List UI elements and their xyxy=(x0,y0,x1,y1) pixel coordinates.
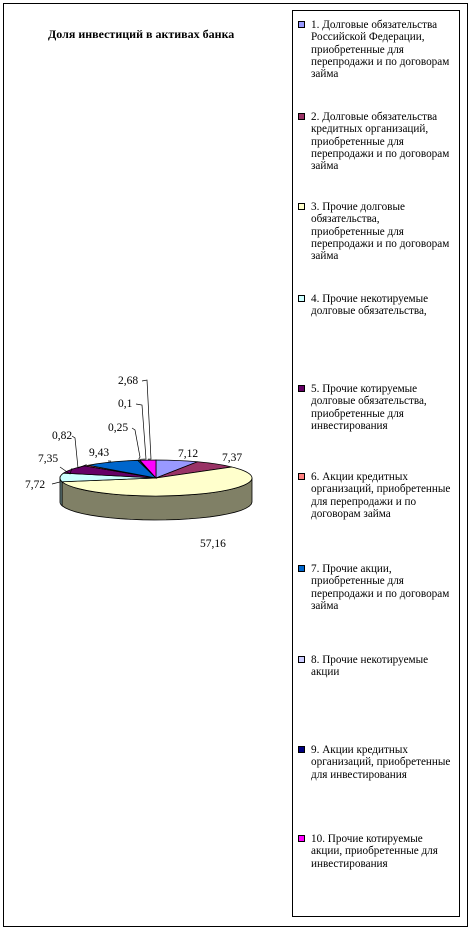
legend-label: 4. Прочие некотируемые долговые обязательства, xyxy=(311,293,429,318)
legend-item xyxy=(298,744,454,781)
data-label: 0,82 xyxy=(52,430,73,442)
legend-label: 5. Прочие котируемые долговые обязательства, приобретенные для инвестирования xyxy=(311,383,427,432)
legend-swatch xyxy=(298,113,305,120)
legend-item xyxy=(298,383,454,432)
legend-swatch xyxy=(298,565,305,572)
legend-item xyxy=(298,293,454,318)
data-label: 0,1 xyxy=(118,398,133,410)
data-label: 57,16 xyxy=(200,538,226,550)
legend-item xyxy=(298,654,454,679)
legend-label: 7. Прочие акции, приобретенные для перепродажи и по договорам займа xyxy=(311,563,450,612)
legend-item xyxy=(298,111,454,172)
legend-swatch xyxy=(298,656,305,663)
data-label: 2,68 xyxy=(118,375,139,387)
leader-line xyxy=(72,436,87,468)
legend-item xyxy=(298,563,454,612)
leader-line xyxy=(132,428,140,459)
leader-line xyxy=(52,476,60,484)
data-label: 0,25 xyxy=(108,422,129,434)
chart-title: Доля инвестиций в активах банка xyxy=(48,27,235,41)
legend xyxy=(292,10,460,917)
legend-label: 8. Прочие некотируемые акции xyxy=(311,654,429,679)
legend-swatch xyxy=(298,473,305,480)
legend-label: 1. Долговые обязательства Российской Федерации, приобретенные для перепродажи и по договорам займа xyxy=(311,19,450,81)
legend-swatch xyxy=(298,295,305,302)
data-label: 9,43 xyxy=(89,447,110,459)
legend-item xyxy=(298,201,454,262)
pie-chart xyxy=(0,0,290,600)
legend-swatch xyxy=(298,835,305,842)
data-label: 7,12 xyxy=(178,448,199,460)
legend-item xyxy=(298,471,454,520)
data-label: 7,35 xyxy=(38,453,59,465)
leader-line xyxy=(136,404,146,459)
legend-swatch xyxy=(298,21,305,28)
legend-swatch xyxy=(298,203,305,210)
data-label: 7,37 xyxy=(222,452,243,464)
legend-label: 2. Долговые обязательства кредитных организаций, приобретенные для перепродажи и по договорам займа xyxy=(311,111,450,173)
legend-label: 6. Акции кредитных организаций, приобретенные для перепродажи и по договорам займа xyxy=(311,471,451,520)
legend-item xyxy=(298,833,454,870)
legend-label: 10. Прочие котируемые акции, приобретенные для инвестирования xyxy=(311,833,438,870)
data-label: 7,72 xyxy=(25,479,46,491)
legend-item xyxy=(298,19,454,80)
legend-label: 9. Акции кредитных организаций, приобретенные для инвестирования xyxy=(311,744,451,781)
legend-swatch xyxy=(298,385,305,392)
legend-swatch xyxy=(298,746,305,753)
legend-label: 3. Прочие долговые обязательства, приобретенные для перепродажи и по договорам займа xyxy=(311,201,450,263)
